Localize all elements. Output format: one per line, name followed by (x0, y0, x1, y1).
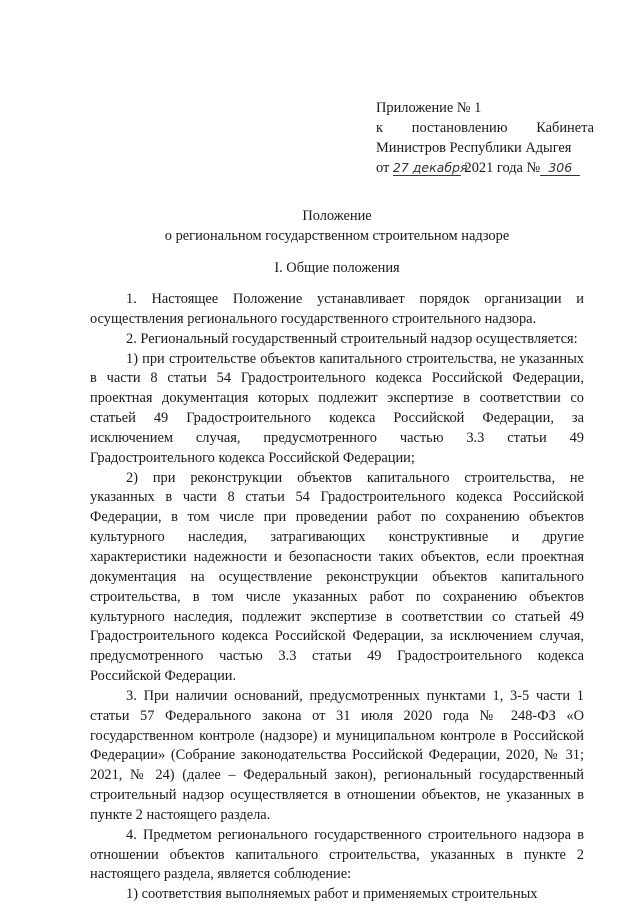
annex-resolution-line: к постановлению Кабинета (376, 120, 594, 136)
paragraph: 2) при реконструкции объектов капитального строительства, не указанных в части 8 статьи 54 Градостроительного кодекса Российской Федерации, в том числе при проведении работ по сохранению объектов культурного наследия, затрагивающих конструктивные и другие характеристики надежности и безопасности таких объектов, если проектная документация на осуществление реконструкции объектов капитального строительства, в том числе указанных работ по сохранению объектов культурного наследия, подлежит экспертизе в соответствии со статьей 49 Градостроительного кодекса Российской Федерации, за исключением случая, предусмотренного частью 3.3 статьи 49 Градостроительного кодекса Российской Федерации. (90, 469, 584, 685)
paragraph: 1. Настоящее Положение устанавливает порядок организации и осуществления регионального государственного строительного надзора. (90, 291, 584, 327)
annex-ministry-line: Министров Республики Адыгея (376, 140, 572, 156)
paragraph: 3. При наличии оснований, предусмотренных пунктами 1, 3-5 части 1 статьи 57 Федерального закона от 31 июля 2020 года № 248-ФЗ «О государственном контроле (надзоре) и муниципальном контроле в Российской Федерации» (Собрание законодательства Российской Федерации, 2020, № 31; 2021, № 24) (далее – Федеральный закон), региональный государственный строительный надзор осуществляется в отношении объектов, не указанных в пункте 2 настоящего раздела. (90, 687, 584, 823)
annex-block (376, 98, 594, 178)
paragraph: 1) соответствия выполняемых работ и применяемых строительных (126, 886, 538, 903)
annex-from: от (376, 160, 390, 176)
paragraph: 1) при строительстве объектов капитального строительства, не указанных в части 8 статьи 54 Градостроительного кодекса Российской Федерации, проектная документация которых подлежит экспертизе в соответствии со статьей 49 Градостроительного кодекса Российской Федерации, за исключением случая, предусмотренного частью 3.3 статьи 49 Градостроительного кодекса Российской Федерации; (90, 350, 584, 466)
paragraph: 4. Предметом регионального государственного строительного надзора в отношении объектов капитального строительства, указанных в пункте 2 настоящего раздела, является соблюдение: (90, 826, 584, 883)
paragraph: 2. Региональный государственный строительный надзор осуществляется: (126, 330, 578, 347)
annex-date-line (376, 158, 594, 178)
document-subtitle: о региональном государственном строительном надзоре (164, 228, 510, 244)
annex-title: Приложение № 1 (376, 100, 482, 116)
handwritten-number: 306 (540, 161, 580, 176)
document-body (90, 290, 584, 905)
section-heading: I. Общие положения (274, 260, 400, 276)
document-title: Положение (302, 208, 372, 224)
handwritten-date: 27 декабря (392, 160, 468, 175)
annex-year: 2021 года № (464, 160, 541, 176)
